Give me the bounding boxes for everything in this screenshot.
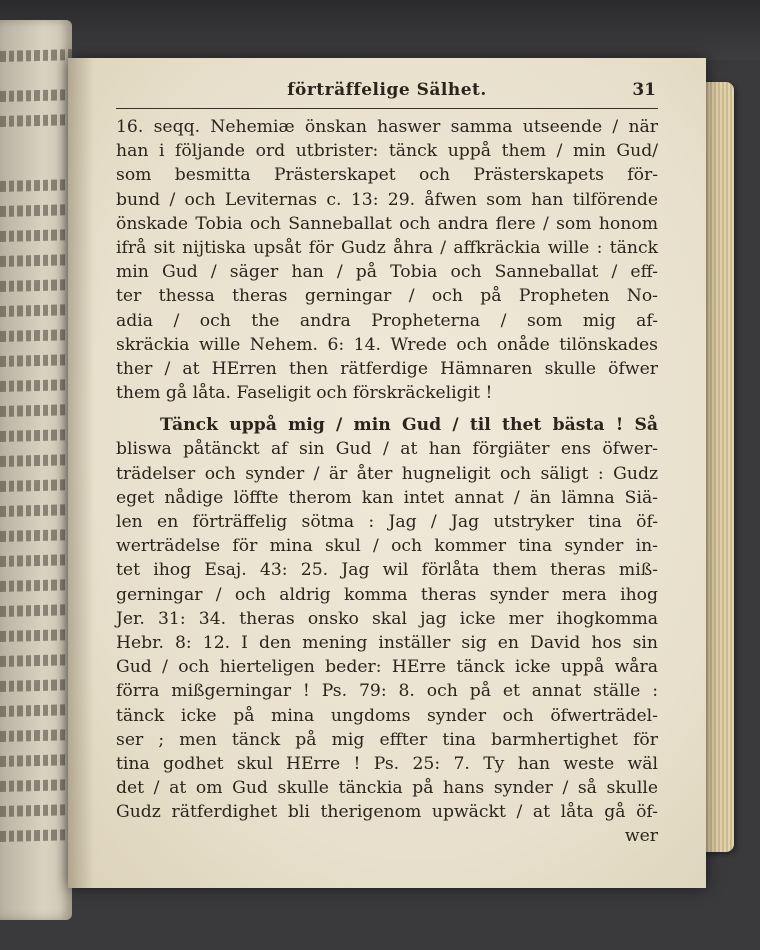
page-header: [116, 78, 658, 109]
facing-page-text-line: [0, 49, 72, 62]
text-line: bliswa påtänckt af sin Gud / at han förgiäter ens öfwer-: [116, 439, 658, 460]
text-line: bund / och Leviternas c. 13: 29. åfwen som han tilförende: [116, 189, 658, 210]
facing-page-text-line: [0, 204, 72, 217]
facing-page-text-line: [0, 479, 72, 492]
text-line: ther / at HErren then rätferdige Hämnaren skulle öfwer: [116, 358, 658, 379]
facing-page-text-line: [0, 454, 72, 467]
facing-page-text-line: [0, 754, 72, 767]
text-line: ter thessa theras gerningar / och på Propheten No-: [116, 286, 658, 307]
text-line: werträdelse för mina skul / och kommer tina synder in-: [116, 536, 658, 557]
text-line: tet ihog Esaj. 43: 25. Jag wil förlåta them theras miß-: [116, 560, 658, 581]
text-line: tänck icke på mina ungdoms synder och öfwerträdel-: [116, 705, 658, 726]
text-line: Gud / och hierteligen beder: HErre tänck icke uppå wåra: [116, 657, 658, 678]
facing-page-text-line: [0, 279, 72, 292]
catchword: wer: [624, 826, 658, 847]
facing-page-text-line: [0, 179, 72, 192]
gutter-shadow: [68, 58, 94, 888]
facing-page-text-line: [0, 329, 72, 342]
text-line: förra mißgerningar ! Ps. 79: 8. och på et annat ställe :: [116, 681, 658, 702]
text-line: som besmitta Prästerskapet och Prästerskapets för-: [116, 165, 658, 186]
facing-page-text-line: [0, 654, 72, 667]
text-line: ser ; men tänck på mig effter tina barmhertighet för: [116, 729, 658, 750]
facing-page-text-line: [0, 704, 72, 717]
facing-page-text-line: [0, 529, 72, 542]
text-line: skräckia wille Nehem. 6: 14. Wrede och onåde tilönskades: [116, 334, 658, 355]
text-line: ifrå sit nijtiska upsåt för Gudz åhra / affkräckia wille : tänck: [116, 237, 658, 258]
facing-page-text-line: [0, 604, 72, 617]
text-line: 16. seqq. Nehemiæ önskan haswer samma utseende / när: [116, 117, 658, 137]
text-line: len en förträffelig sötma : Jag / Jag utstryker tina öf-: [116, 512, 658, 532]
paragraph-start-line: Tänck uppå mig / min Gud / til thet bästa ! Så: [160, 415, 658, 436]
text-line: Gudz rätferdighet bli therigenom upwäckt / at låta gå öf-: [116, 802, 658, 823]
text-line: tina godhet skul HErre ! Ps. 25: 7. Ty han weste wäl: [116, 753, 658, 774]
facing-page-text-line: [0, 729, 72, 742]
book-page: [68, 58, 706, 888]
scanner-background: [0, 0, 760, 60]
running-title: förträffelige Sälhet.: [287, 80, 487, 100]
text-line: trädelser och synder / är åter hugneligit och säligt : Gudz: [116, 463, 658, 484]
text-line: eget nådige löffte therom kan intet annat / än lämna Siä-: [116, 487, 658, 508]
facing-page-text-line: [0, 429, 72, 442]
page-number: 31: [632, 80, 656, 100]
facing-page-text-line: [0, 779, 72, 792]
facing-page-text-line: [0, 504, 72, 517]
facing-page-text-line: [0, 404, 72, 417]
facing-page-text-line: [0, 579, 72, 592]
facing-page-text-line: [0, 354, 72, 367]
text-line: min Gud / säger han / på Tobia och Sanneballat / eff-: [116, 262, 658, 283]
facing-page-text-line: [0, 304, 72, 317]
text-line: gerningar / och aldrig komma theras synder mera ihog: [116, 584, 658, 605]
text-line: han i följande ord utbrister: tänck uppå them / min Gud/: [116, 141, 658, 162]
facing-page-text-line: [0, 804, 72, 817]
facing-page-text-line: [0, 254, 72, 267]
facing-page-text-line: [0, 629, 72, 642]
text-line: adia / och the andra Propheterna / som mig af-: [116, 310, 658, 331]
facing-page-text-line: [0, 679, 72, 692]
facing-page-text-line: [0, 829, 72, 842]
text-line: them gå låta. Faseligit och förskräckeligit !: [116, 383, 493, 404]
text-line: önskade Tobia och Sanneballat och andra flere / som honom: [116, 213, 658, 234]
facing-page-text-line: [0, 229, 72, 242]
text-block: [116, 78, 658, 849]
facing-page-text-line: [0, 114, 72, 127]
facing-left-page: [0, 20, 72, 920]
facing-page-text-line: [0, 554, 72, 567]
facing-page-text-line: [0, 379, 72, 392]
text-line: det / at om Gud skulle tänckia på hans synder / så skulle: [116, 778, 658, 799]
facing-page-text-line: [0, 89, 72, 102]
text-line: Hebr. 8: 12. I den mening inställer sig en David hos sin: [116, 632, 658, 653]
text-line: Jer. 31: 34. theras onsko skal jag icke mer ihogkomma: [116, 608, 658, 629]
